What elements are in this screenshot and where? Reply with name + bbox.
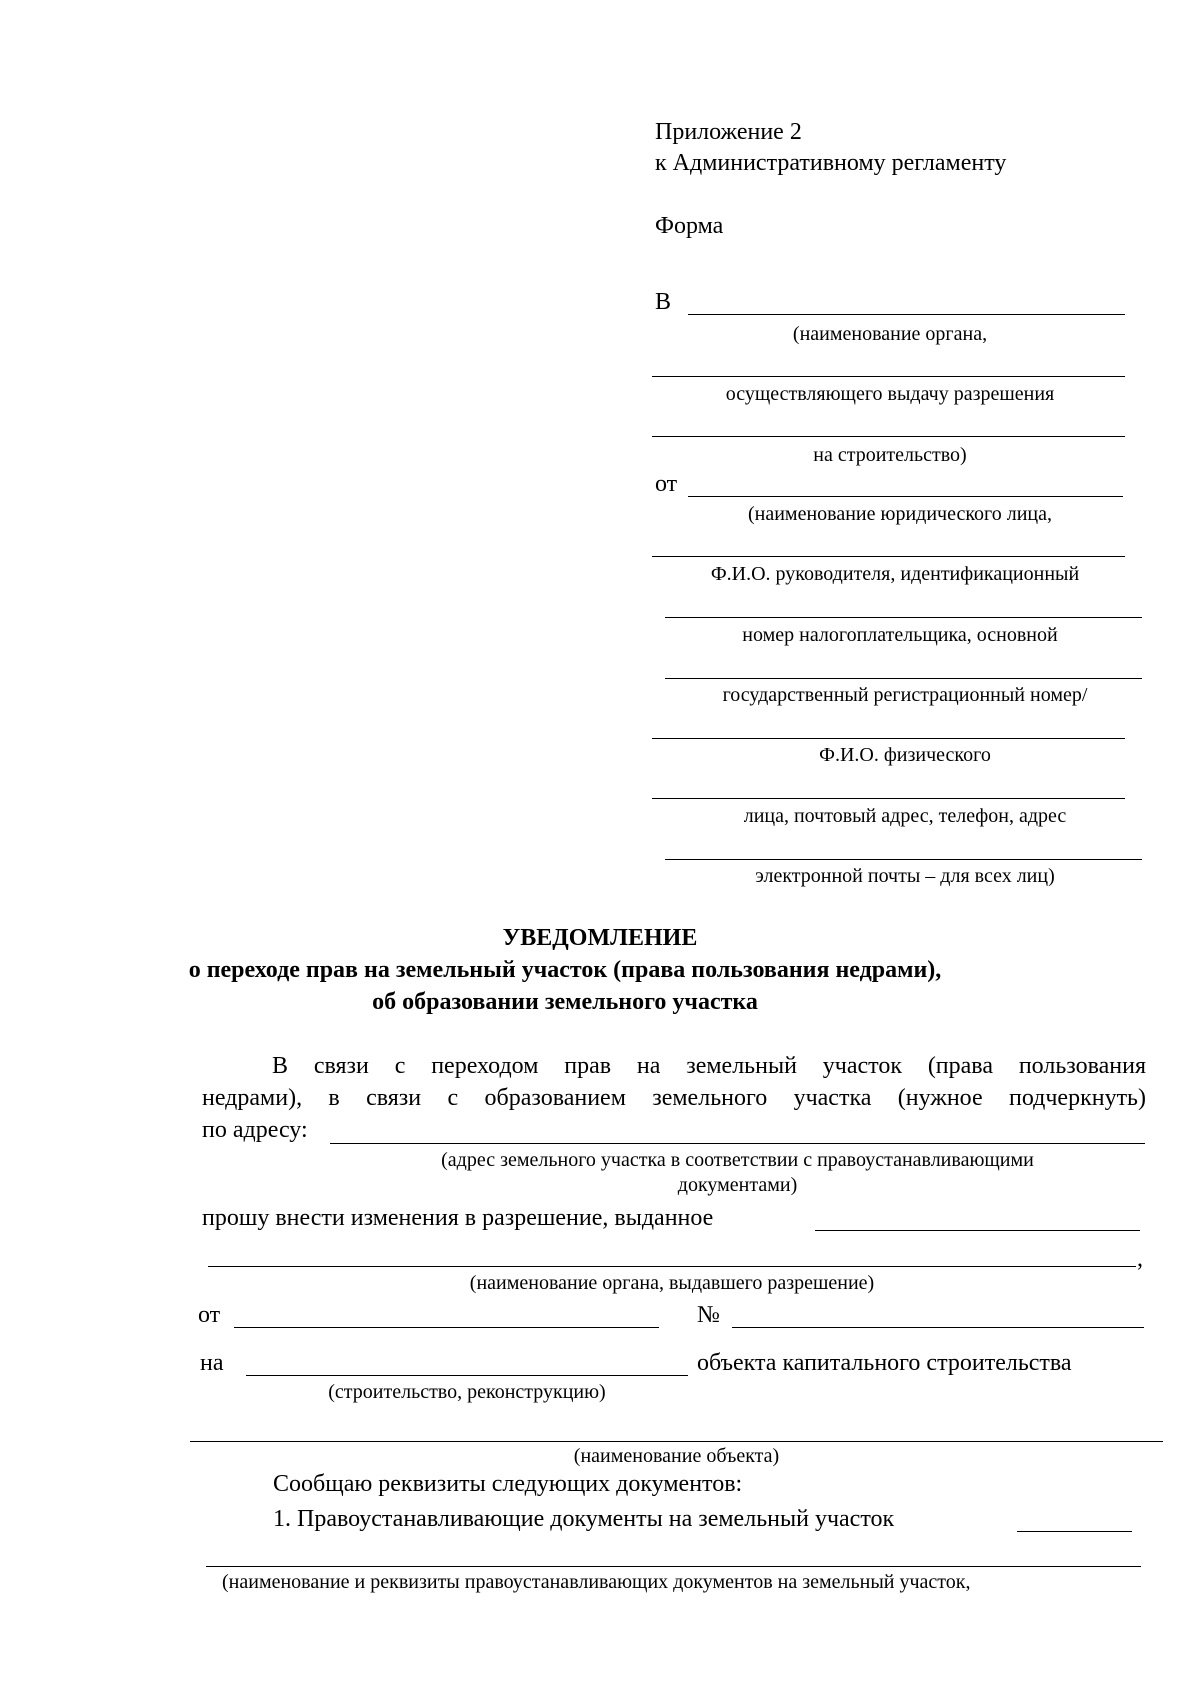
issued-by-field[interactable] <box>815 1230 1140 1231</box>
object-name-note: (наименование объекта) <box>573 1445 780 1467</box>
appendix-number: Приложение 2 <box>655 119 802 145</box>
from-note-6: лица, почтовый адрес, телефон, адрес <box>743 805 1067 827</box>
notice-subtitle-2: об образовании земельного участка <box>372 989 758 1015</box>
to-note-2: осуществляющего выдачу разрешения <box>725 383 1055 405</box>
on-label: на <box>200 1350 224 1376</box>
document-1-note: (наименование и реквизиты правоустанавливающих документов на земельный участок, <box>222 1571 971 1593</box>
document-1-label: 1. Правоустанавливающие документы на земельный участок <box>273 1506 895 1532</box>
from-note-5: Ф.И.О. физического <box>819 744 991 766</box>
comma: , <box>1137 1246 1143 1272</box>
from-note-1: (наименование юридического лица, <box>747 503 1053 525</box>
to-prefix: В <box>655 289 672 315</box>
from-applicant-field-5[interactable] <box>652 738 1125 739</box>
object-label: объекта капитального строительства <box>697 1350 1072 1376</box>
document-1-field[interactable] <box>1017 1531 1132 1532</box>
from-note-4: государственный регистрационный номер/ <box>722 684 1088 706</box>
permit-date-field[interactable] <box>234 1327 659 1328</box>
to-note-1: (наименование органа, <box>792 323 988 345</box>
notice-subtitle-1: о переходе прав на земельный участок (права пользования недрами), <box>188 957 942 983</box>
from-date-label: от <box>198 1302 221 1328</box>
object-name-field[interactable] <box>190 1441 1163 1442</box>
form-label: Форма <box>655 213 724 239</box>
address-field[interactable] <box>330 1143 1145 1144</box>
from-applicant-field-6[interactable] <box>652 798 1125 799</box>
to-authority-field-3[interactable] <box>652 436 1125 437</box>
from-applicant-field-4[interactable] <box>665 678 1142 679</box>
from-applicant-field-7[interactable] <box>665 859 1142 860</box>
request-text: прошу внести изменения в разрешение, выданное <box>202 1205 714 1231</box>
from-note-3: номер налогоплательщика, основной <box>742 624 1058 646</box>
address-note-1: (адрес земельного участка в соответствии с правоустанавливающими <box>441 1149 1034 1171</box>
notice-title: УВЕДОМЛЕНИЕ <box>502 925 698 951</box>
to-note-3: на строительство) <box>813 444 967 466</box>
paragraph-line-3: по адресу: <box>202 1117 308 1143</box>
from-applicant-field-2[interactable] <box>652 556 1125 557</box>
issuer-note: (наименование органа, выдавшего разрешение) <box>469 1272 875 1294</box>
to-authority-field-2[interactable] <box>652 376 1125 377</box>
paragraph-line-1: В связи с переходом прав на земельный участок (права пользования <box>272 1053 1146 1079</box>
issued-by-field-2[interactable] <box>208 1266 1136 1267</box>
paragraph-line-2: недрами), в связи с образованием земельного участка (нужное подчеркнуть) <box>202 1085 1146 1111</box>
permit-number-field[interactable] <box>732 1327 1144 1328</box>
regulation-reference: к Административному регламенту <box>655 150 1007 176</box>
construction-note: (строительство, реконструкцию) <box>328 1381 606 1403</box>
number-label: № <box>697 1302 720 1328</box>
from-prefix: от <box>655 471 678 497</box>
document-1-field-2[interactable] <box>206 1566 1141 1567</box>
from-note-7: электронной почты – для всех лиц) <box>755 865 1055 887</box>
address-note-2: документами) <box>677 1174 798 1196</box>
to-authority-field[interactable] <box>688 314 1125 315</box>
from-applicant-field[interactable] <box>688 496 1123 497</box>
documents-intro: Сообщаю реквизиты следующих документов: <box>273 1471 743 1497</box>
from-applicant-field-3[interactable] <box>665 617 1142 618</box>
from-note-2: Ф.И.О. руководителя, идентификационный <box>710 563 1080 585</box>
construction-type-field[interactable] <box>246 1375 688 1376</box>
